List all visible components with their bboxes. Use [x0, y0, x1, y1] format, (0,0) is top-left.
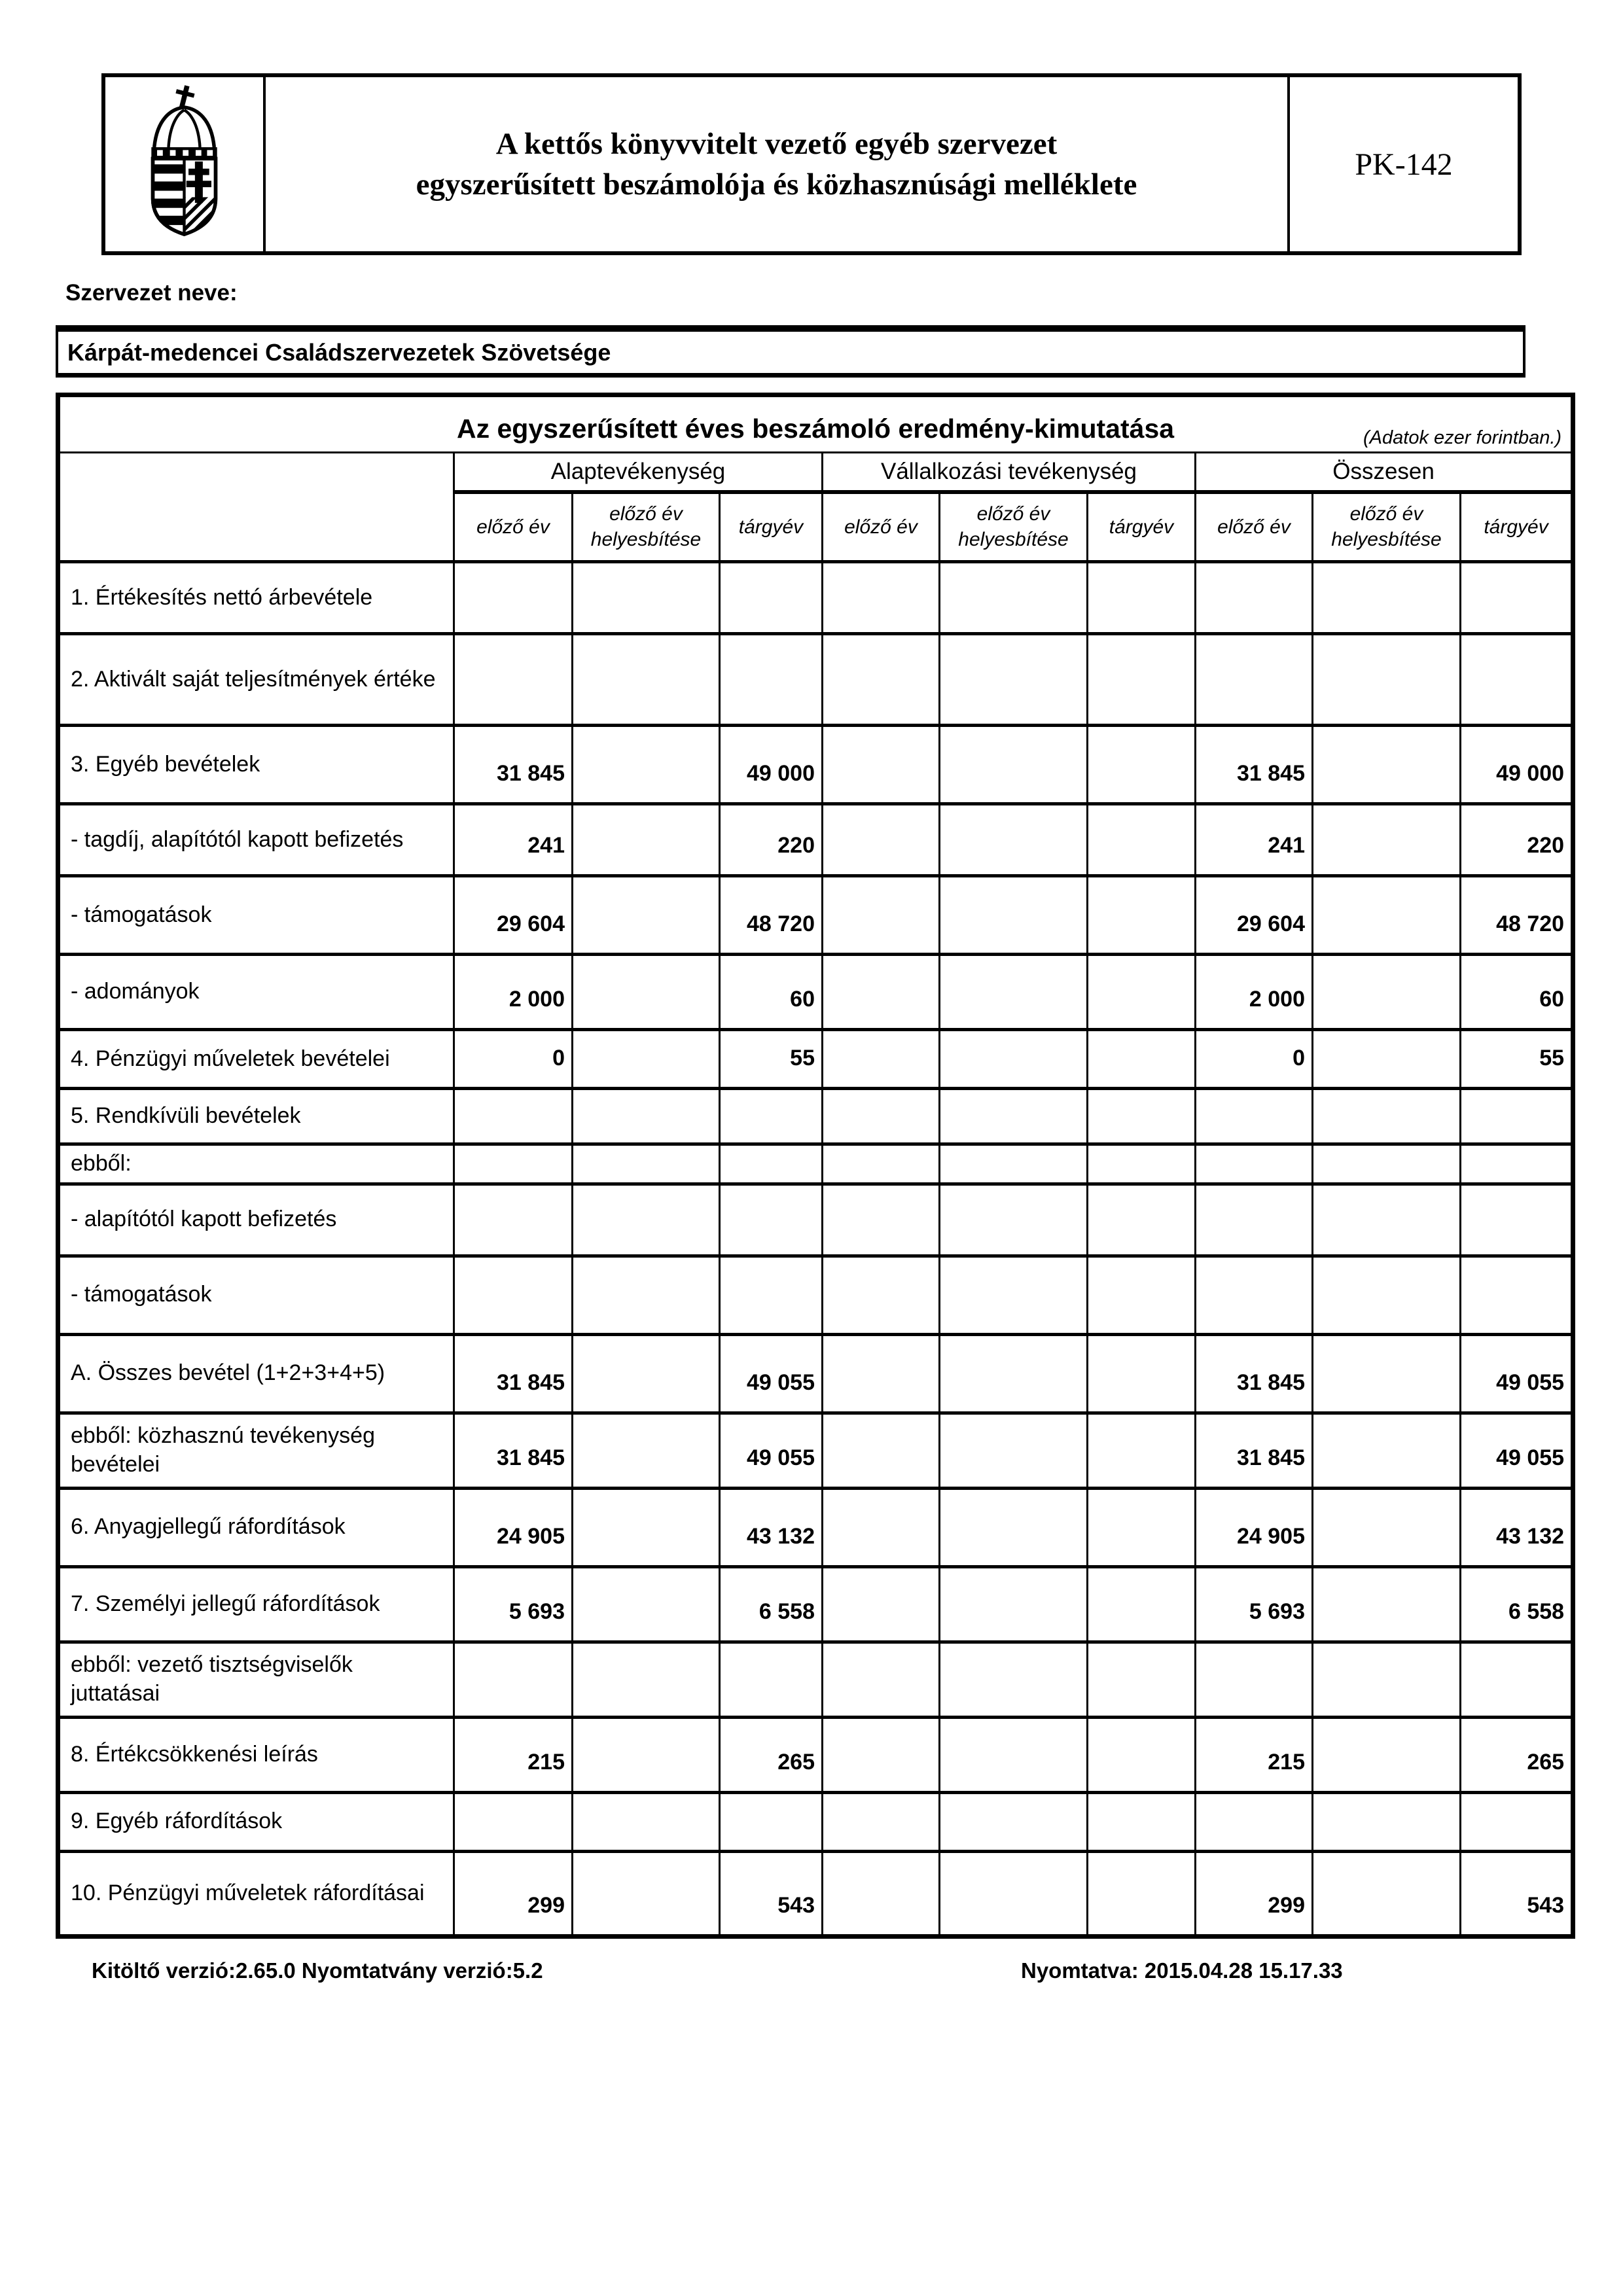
- cell-value: 241: [454, 804, 573, 876]
- subheader-elozo-ev: előző év: [1196, 492, 1313, 562]
- row-label: 4. Pénzügyi műveletek bevételei: [58, 1030, 454, 1089]
- cell-value: [573, 1256, 720, 1334]
- cell-value: [1313, 1642, 1461, 1717]
- cell-value: [940, 876, 1088, 955]
- table-row: [58, 1030, 1573, 1089]
- table-row: [58, 876, 1573, 955]
- cell-value: [940, 1089, 1088, 1144]
- cell-value: [1088, 1566, 1196, 1642]
- cell-value: 31 845: [454, 1413, 573, 1488]
- column-group-alaptevekenyseg: Alaptevékenység: [454, 453, 823, 492]
- cell-value: [573, 634, 720, 726]
- row-label: 2. Aktivált saját teljesítmények értéke: [58, 634, 454, 726]
- cell-value: [1088, 876, 1196, 955]
- cell-value: 24 905: [1196, 1488, 1313, 1566]
- cell-value: [823, 1030, 940, 1089]
- row-label: - támogatások: [58, 1256, 454, 1334]
- form-code: PK-142: [1287, 77, 1518, 251]
- column-group-vallalkozasi-tevekenyseg: Vállalkozási tevékenység: [823, 453, 1196, 492]
- cell-value: 0: [1196, 1030, 1313, 1089]
- table-row: [58, 1717, 1573, 1792]
- cell-value: 265: [720, 1717, 823, 1792]
- cell-value: [823, 1089, 940, 1144]
- cell-value: [940, 955, 1088, 1030]
- row-label: ebből:: [58, 1144, 454, 1184]
- cell-value: 55: [1461, 1030, 1573, 1089]
- cell-value: [1088, 1089, 1196, 1144]
- cell-value: [1313, 1488, 1461, 1566]
- cell-value: [823, 1717, 940, 1792]
- cell-value: [940, 1851, 1088, 1936]
- cell-value: [1088, 726, 1196, 804]
- table-row: [58, 804, 1573, 876]
- footer-version-info: Kitöltő verzió:2.65.0 Nyomtatvány verzió:5.2: [92, 1958, 543, 1983]
- cell-value: [720, 1184, 823, 1256]
- cell-value: [1196, 1256, 1313, 1334]
- cell-value: 220: [1461, 804, 1573, 876]
- organization-name-field: Kárpát-medencei Családszervezetek Szövetsége: [56, 325, 1525, 378]
- cell-value: [1313, 1334, 1461, 1413]
- cell-value: [1088, 804, 1196, 876]
- cell-value: [720, 1256, 823, 1334]
- cell-value: 60: [720, 955, 823, 1030]
- row-label: 3. Egyéb bevételek: [58, 726, 454, 804]
- cell-value: 241: [1196, 804, 1313, 876]
- cell-value: 48 720: [1461, 876, 1573, 955]
- cell-value: [823, 876, 940, 955]
- cell-value: [940, 1488, 1088, 1566]
- cell-value: 60: [1461, 955, 1573, 1030]
- cell-value: [1313, 562, 1461, 634]
- cell-value: 49 055: [720, 1334, 823, 1413]
- cell-value: [1088, 1334, 1196, 1413]
- table-row: [58, 1089, 1573, 1144]
- cell-value: [573, 562, 720, 634]
- cell-value: 5 693: [1196, 1566, 1313, 1642]
- cell-value: 31 845: [1196, 726, 1313, 804]
- cell-value: [454, 1256, 573, 1334]
- cell-value: [1088, 1717, 1196, 1792]
- table-row: [58, 562, 1573, 634]
- cell-value: [573, 1030, 720, 1089]
- cell-value: 2 000: [1196, 955, 1313, 1030]
- cell-value: 543: [1461, 1851, 1573, 1936]
- cell-value: [823, 562, 940, 634]
- cell-value: [1196, 1089, 1313, 1144]
- form-title: [416, 124, 1137, 205]
- cell-value: [454, 1144, 573, 1184]
- cell-value: [1196, 1792, 1313, 1851]
- cell-value: [1196, 634, 1313, 726]
- table-row: [58, 1334, 1573, 1413]
- statement-table-body: [58, 562, 1573, 1937]
- hungarian-coat-of-arms-icon: [127, 84, 241, 245]
- row-label: - alapítótól kapott befizetés: [58, 1184, 454, 1256]
- subheader-targyev: tárgyév: [1088, 492, 1196, 562]
- subheader-targyev: tárgyév: [720, 492, 823, 562]
- table-row: [58, 1144, 1573, 1184]
- cell-value: [573, 1089, 720, 1144]
- cell-value: [823, 1184, 940, 1256]
- cell-value: [720, 1642, 823, 1717]
- cell-value: [940, 1184, 1088, 1256]
- cell-value: 299: [1196, 1851, 1313, 1936]
- cell-value: [1461, 1642, 1573, 1717]
- form-title-line2: egyszerűsített beszámolója és közhasznúsági melléklete: [416, 168, 1137, 202]
- cell-value: [720, 1144, 823, 1184]
- cell-value: [573, 1642, 720, 1717]
- cell-value: 5 693: [454, 1566, 573, 1642]
- cell-value: 215: [454, 1717, 573, 1792]
- cell-value: [573, 1144, 720, 1184]
- cell-value: 0: [454, 1030, 573, 1089]
- cell-value: [823, 1488, 940, 1566]
- cell-value: [823, 1413, 940, 1488]
- cell-value: 24 905: [454, 1488, 573, 1566]
- cell-value: 49 055: [1461, 1334, 1573, 1413]
- cell-value: [940, 804, 1088, 876]
- cell-value: [720, 1089, 823, 1144]
- cell-value: 2 000: [454, 955, 573, 1030]
- row-label: 10. Pénzügyi műveletek ráfordításai: [58, 1851, 454, 1936]
- statement-title: Az egyszerűsített éves beszámoló eredmény-kimutatása: [457, 414, 1175, 444]
- row-label: - adományok: [58, 955, 454, 1030]
- cell-value: [1461, 634, 1573, 726]
- row-label: ebből: vezető tisztségviselők juttatásai: [58, 1642, 454, 1717]
- row-label: 6. Anyagjellegű ráfordítások: [58, 1488, 454, 1566]
- table-row: [58, 1184, 1573, 1256]
- cell-value: [823, 1792, 940, 1851]
- cell-value: [1088, 1030, 1196, 1089]
- cell-value: [823, 804, 940, 876]
- cell-value: [940, 1334, 1088, 1413]
- cell-value: [454, 1089, 573, 1144]
- subheader-elozo-ev-helyesbitese: előző év helyesbítése: [1313, 492, 1461, 562]
- cell-value: 220: [720, 804, 823, 876]
- unit-note: (Adatok ezer forintban.): [1363, 427, 1562, 448]
- cell-value: [1313, 1717, 1461, 1792]
- cell-value: 31 845: [1196, 1413, 1313, 1488]
- row-label: 5. Rendkívüli bevételek: [58, 1089, 454, 1144]
- cell-value: [573, 1792, 720, 1851]
- cell-value: [573, 726, 720, 804]
- cell-value: [823, 1851, 940, 1936]
- logo-cell: [105, 77, 266, 251]
- cell-value: [1313, 1792, 1461, 1851]
- cell-value: [1088, 634, 1196, 726]
- cell-value: [1313, 1256, 1461, 1334]
- table-row: [58, 955, 1573, 1030]
- subheader-elozo-ev-helyesbitese: előző év helyesbítése: [940, 492, 1088, 562]
- cell-value: 49 055: [1461, 1413, 1573, 1488]
- cell-value: 49 055: [720, 1413, 823, 1488]
- cell-value: [454, 1184, 573, 1256]
- cell-value: [573, 1851, 720, 1936]
- cell-value: [1196, 1144, 1313, 1184]
- cell-value: [823, 955, 940, 1030]
- cell-value: 49 000: [1461, 726, 1573, 804]
- cell-value: [573, 804, 720, 876]
- cell-value: [1313, 1030, 1461, 1089]
- cell-value: [454, 562, 573, 634]
- cell-value: [454, 1792, 573, 1851]
- cell-value: [940, 1717, 1088, 1792]
- cell-value: [1088, 1413, 1196, 1488]
- cell-value: 6 558: [720, 1566, 823, 1642]
- cell-value: [823, 634, 940, 726]
- cell-value: [1313, 1566, 1461, 1642]
- cell-value: [454, 1642, 573, 1717]
- table-row: [58, 1413, 1573, 1488]
- cell-value: [1461, 1184, 1573, 1256]
- cell-value: [573, 1413, 720, 1488]
- form-header-box: [101, 73, 1522, 255]
- cell-value: [940, 1642, 1088, 1717]
- cell-value: [1088, 562, 1196, 634]
- statement-table-wrap: [56, 393, 1575, 1939]
- cell-value: [573, 876, 720, 955]
- cell-value: [1088, 1184, 1196, 1256]
- row-label: - tagdíj, alapítótól kapott befizetés: [58, 804, 454, 876]
- cell-value: [454, 634, 573, 726]
- cell-value: 43 132: [1461, 1488, 1573, 1566]
- cell-value: 49 000: [720, 726, 823, 804]
- subheader-targyev: tárgyév: [1461, 492, 1573, 562]
- cell-value: [823, 1256, 940, 1334]
- cell-value: [1088, 1851, 1196, 1936]
- cell-value: [1313, 1144, 1461, 1184]
- row-label: 9. Egyéb ráfordítások: [58, 1792, 454, 1851]
- table-row: [58, 1642, 1573, 1717]
- cell-value: [720, 562, 823, 634]
- row-label: A. Összes bevétel (1+2+3+4+5): [58, 1334, 454, 1413]
- cell-value: [1313, 1184, 1461, 1256]
- cell-value: [1088, 1488, 1196, 1566]
- cell-value: [720, 634, 823, 726]
- cell-value: [1461, 1792, 1573, 1851]
- subheader-elozo-ev: előző év: [823, 492, 940, 562]
- organization-name-label: Szervezet neve:: [65, 280, 238, 306]
- form-title-cell: [266, 77, 1287, 251]
- cell-value: [1313, 804, 1461, 876]
- cell-value: 43 132: [720, 1488, 823, 1566]
- column-group-osszesen: Összesen: [1196, 453, 1573, 492]
- cell-value: [1088, 1642, 1196, 1717]
- table-row: [58, 1792, 1573, 1851]
- cell-value: [573, 1334, 720, 1413]
- cell-value: [1196, 562, 1313, 634]
- cell-value: 265: [1461, 1717, 1573, 1792]
- cell-value: [720, 1792, 823, 1851]
- cell-value: 31 845: [454, 1334, 573, 1413]
- cell-value: [940, 1144, 1088, 1184]
- cell-value: [823, 1642, 940, 1717]
- cell-value: [1461, 1089, 1573, 1144]
- table-row: [58, 1488, 1573, 1566]
- cell-value: 29 604: [454, 876, 573, 955]
- cell-value: [1088, 955, 1196, 1030]
- cell-value: 31 845: [454, 726, 573, 804]
- subheader-elozo-ev-helyesbitese: előző év helyesbítése: [573, 492, 720, 562]
- cell-value: [1313, 1089, 1461, 1144]
- cell-value: [940, 1030, 1088, 1089]
- cell-value: [1461, 562, 1573, 634]
- cell-value: 215: [1196, 1717, 1313, 1792]
- cell-value: 6 558: [1461, 1566, 1573, 1642]
- cell-value: [1088, 1144, 1196, 1184]
- cell-value: [573, 1566, 720, 1642]
- cell-value: 55: [720, 1030, 823, 1089]
- cell-value: [823, 726, 940, 804]
- row-label: 8. Értékcsökkenési leírás: [58, 1717, 454, 1792]
- cell-value: [940, 634, 1088, 726]
- cell-value: [823, 1566, 940, 1642]
- cell-value: [1313, 634, 1461, 726]
- cell-value: 48 720: [720, 876, 823, 955]
- row-label: - támogatások: [58, 876, 454, 955]
- cell-value: 543: [720, 1851, 823, 1936]
- cell-value: [573, 1488, 720, 1566]
- cell-value: 299: [454, 1851, 573, 1936]
- subheader-elozo-ev: előző év: [454, 492, 573, 562]
- cell-value: [1196, 1642, 1313, 1717]
- cell-value: [1313, 726, 1461, 804]
- cell-value: [940, 726, 1088, 804]
- cell-value: [1461, 1256, 1573, 1334]
- cell-value: 29 604: [1196, 876, 1313, 955]
- cell-value: [1313, 1851, 1461, 1936]
- column-group-header-row: [58, 453, 1573, 492]
- cell-value: [1313, 876, 1461, 955]
- table-row: [58, 726, 1573, 804]
- statement-table: [56, 393, 1575, 1939]
- row-label: 1. Értékesítés nettó árbevétele: [58, 562, 454, 634]
- cell-value: [1196, 1184, 1313, 1256]
- cell-value: [940, 1566, 1088, 1642]
- table-row: [58, 634, 1573, 726]
- cell-value: [1313, 1413, 1461, 1488]
- cell-value: [823, 1334, 940, 1413]
- table-row: [58, 1851, 1573, 1936]
- cell-value: [1088, 1256, 1196, 1334]
- cell-value: [1088, 1792, 1196, 1851]
- row-label: ebből: közhasznú tevékenység bevételei: [58, 1413, 454, 1488]
- cell-value: 31 845: [1196, 1334, 1313, 1413]
- cell-value: [940, 562, 1088, 634]
- cell-value: [823, 1144, 940, 1184]
- cell-value: [1313, 955, 1461, 1030]
- table-row: [58, 1256, 1573, 1334]
- cell-value: [1461, 1144, 1573, 1184]
- cell-value: [573, 955, 720, 1030]
- cell-value: [573, 1184, 720, 1256]
- cell-value: [940, 1792, 1088, 1851]
- statement-title-cell: [58, 395, 1573, 453]
- cell-value: [940, 1413, 1088, 1488]
- row-label: 7. Személyi jellegű ráfordítások: [58, 1566, 454, 1642]
- table-row: [58, 1566, 1573, 1642]
- footer-printed-info: Nyomtatva: 2015.04.28 15.17.33: [1021, 1958, 1343, 1983]
- label-column-header: [58, 453, 454, 562]
- cell-value: [573, 1717, 720, 1792]
- statement-title-row: [58, 395, 1573, 453]
- form-title-line1: A kettős könyvvitelt vezető egyéb szervezet: [495, 126, 1058, 161]
- cell-value: [940, 1256, 1088, 1334]
